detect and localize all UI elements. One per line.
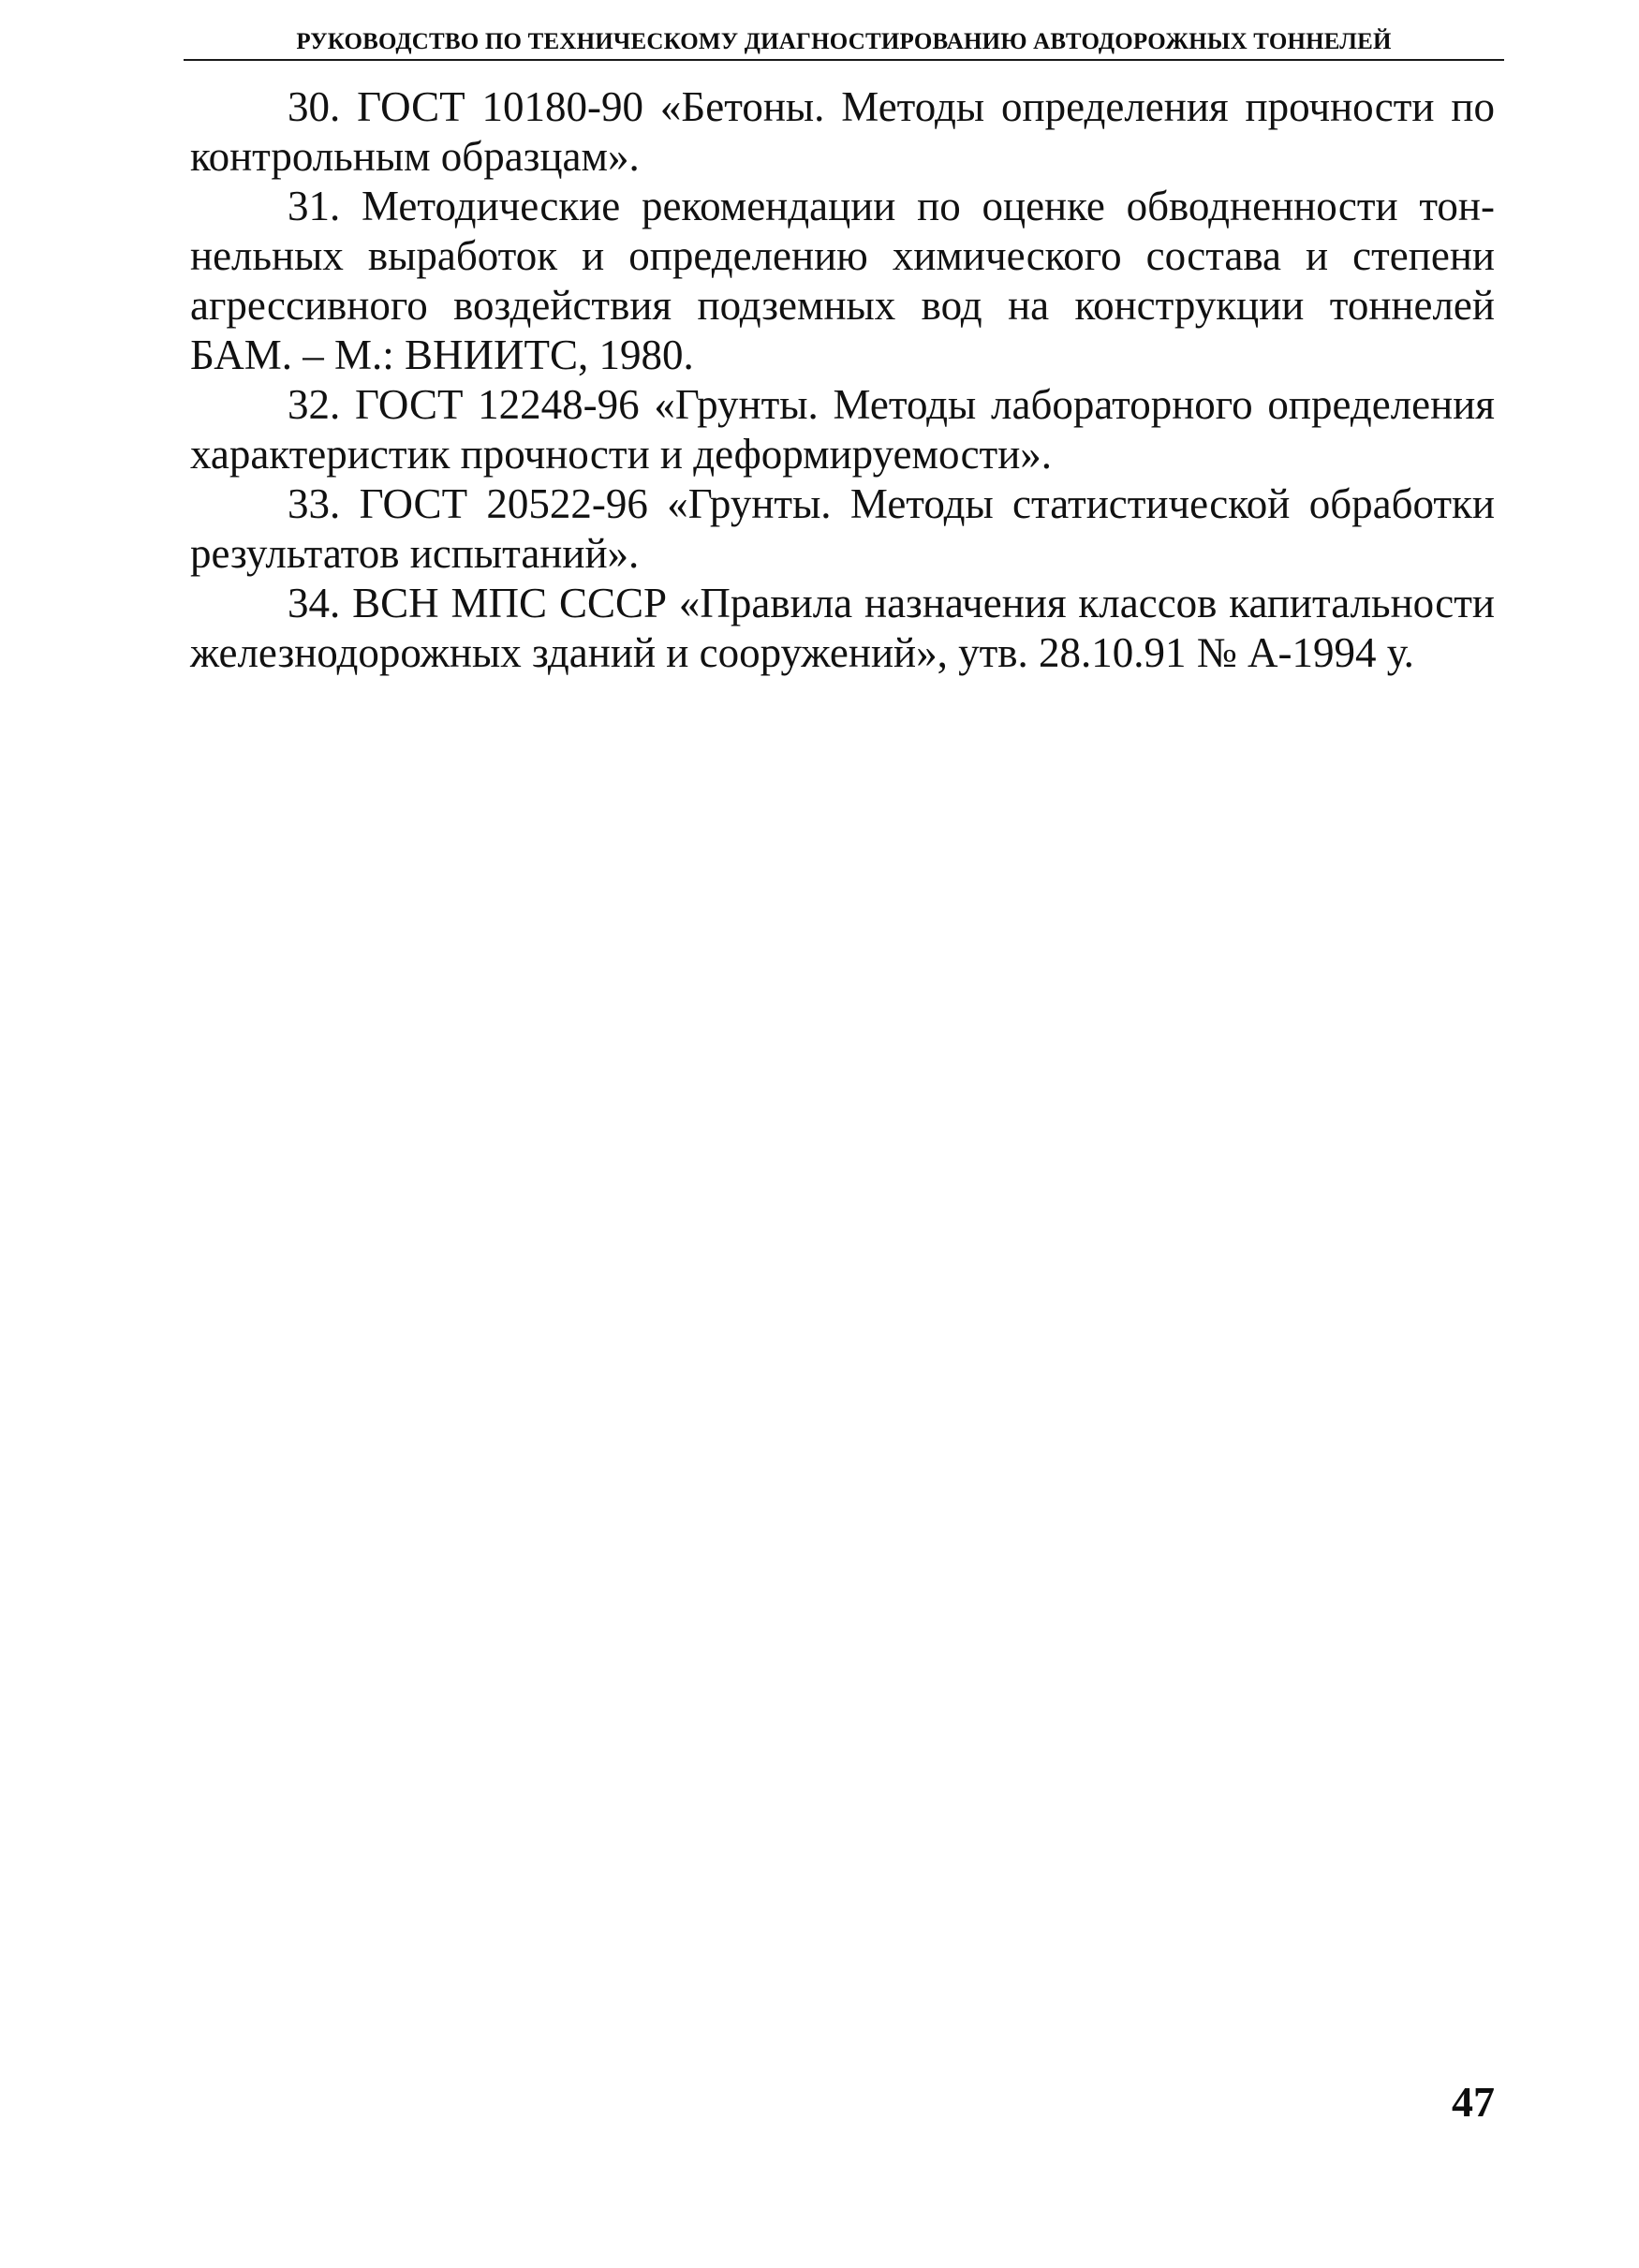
reference-text: ГОСТ 12248-96 «Грунты. Методы лабораторного определения характеристик прочности и деформируемости». <box>190 381 1496 478</box>
reference-item <box>190 380 1495 479</box>
reference-number: 30. <box>288 83 341 130</box>
reference-number: 32. <box>288 381 341 428</box>
header-divider <box>184 59 1504 61</box>
reference-text: ВСН МПС СССР «Правила назначения классов капитальности железнодорожных зданий и сооружений», утв. 28.10.91 № А-1994 у. <box>190 580 1496 676</box>
running-header: РУКОВОДСТВО ПО ТЕХНИЧЕСКОМУ ДИАГНОСТИРОВАНИЮ АВТОДОРОЖНЫХ ТОННЕЛЕЙ <box>296 29 1392 54</box>
reference-text: ГОСТ 20522-96 «Грунты. Методы статистической обработки результатов испытаний». <box>190 480 1496 577</box>
reference-item <box>190 479 1495 579</box>
page-number: 47 <box>1452 2078 1495 2126</box>
reference-item <box>190 579 1495 678</box>
reference-item <box>190 182 1495 380</box>
reference-number: 31. <box>288 183 341 229</box>
reference-number: 34. <box>288 580 341 626</box>
reference-number: 33. <box>288 480 341 527</box>
reference-item <box>190 82 1495 182</box>
reference-text: Методические рекомендации по оценке обводненности тоннельных выработок и определению химического состава и степени агрессивного воздействия подземных вод на конструкции тоннелей БАМ. – М.: ВНИИТС, 1980. <box>190 183 1496 378</box>
reference-text: ГОСТ 10180-90 «Бетоны. Методы определения прочности по контрольным образцам». <box>190 83 1496 180</box>
reference-list <box>190 82 1495 678</box>
